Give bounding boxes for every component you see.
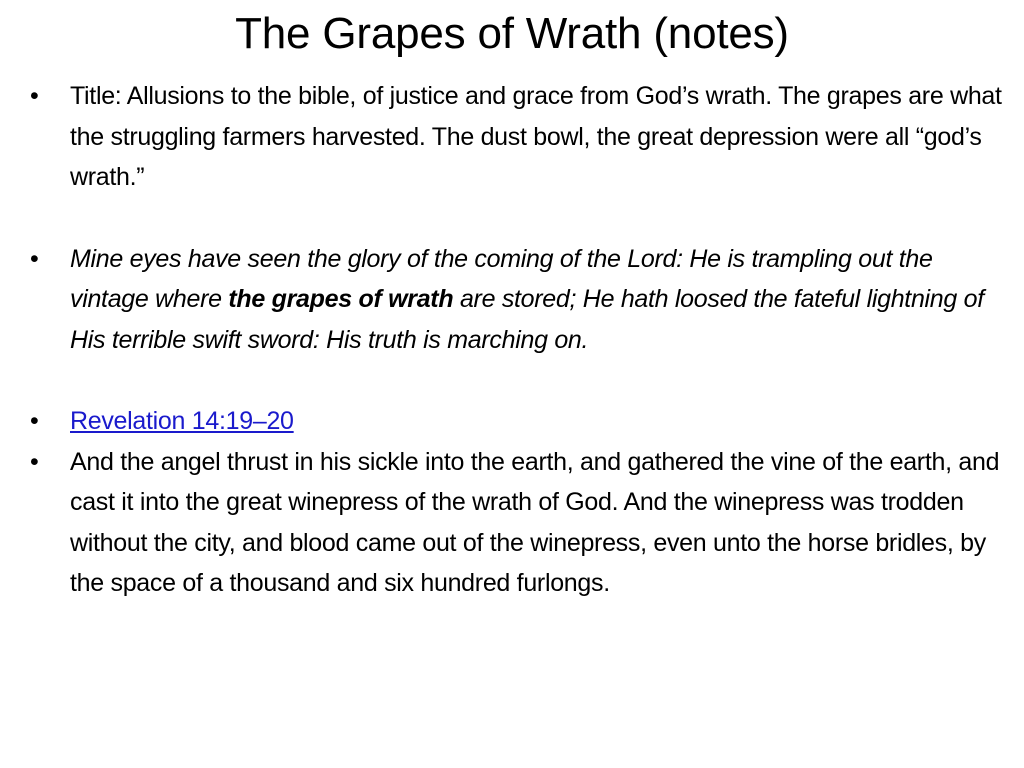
bullet-icon: •	[30, 447, 39, 476]
bullet-text: Title: Allusions to the bible, of justice and grace from God’s wrath. The grapes are what the struggling farmers harvested. The dust bowl, the great depression were all “god’s wrath.”	[70, 82, 1002, 191]
bullet-revelation-link	[30, 401, 1002, 442]
bullet-icon: •	[30, 244, 39, 273]
bullet-list	[30, 76, 1002, 604]
bullet-text: And the angel thrust in his sickle into the earth, and gathered the vine of the earth, and cast it into the great winepress of the wrath of God. And the winepress was trodden without the city, and blood came out of the winepress, even unto the horse bridles, by the space of a thousand and six hundred furlongs.	[70, 447, 1000, 597]
hymn-text-before: Mine eyes have seen the glory of the coming of the Lord: He is trampling out the vintage where	[70, 244, 933, 313]
revelation-link[interactable]: Revelation 14:19–20	[70, 407, 294, 435]
slide-title: The Grapes of Wrath (notes)	[235, 9, 789, 58]
bullet-revelation-text	[30, 442, 1002, 604]
bullet-icon: •	[30, 82, 39, 110]
hymn-text-after: are stored; He hath loosed the fateful lightning of His terrible swift sword: His truth is marching on.	[70, 285, 984, 354]
hymn-text-bold: the grapes of wrath	[228, 285, 454, 313]
bullet-icon: •	[30, 407, 39, 435]
bullet-title-note	[30, 76, 1002, 198]
bullet-hymn-quote	[30, 239, 1002, 361]
